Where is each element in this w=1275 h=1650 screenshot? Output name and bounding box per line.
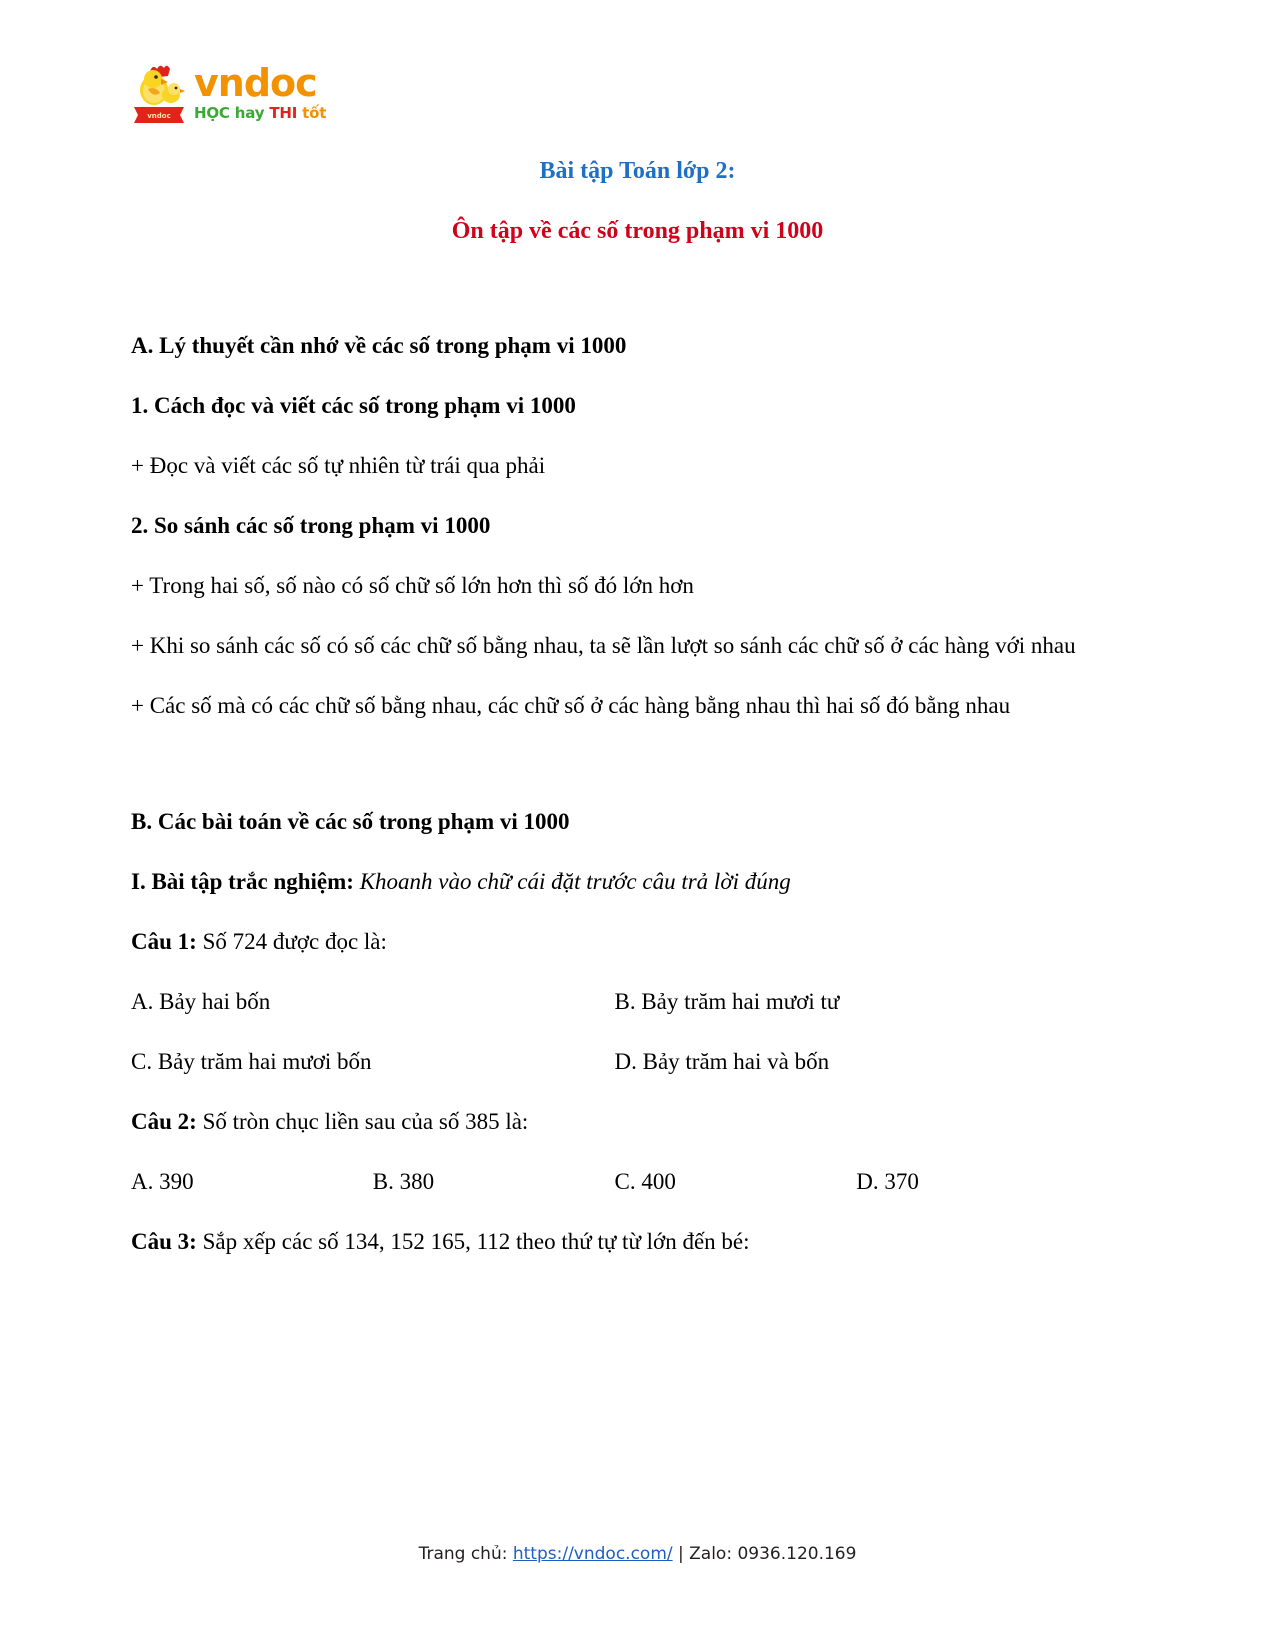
- tagline-hoc: HỌC: [194, 104, 230, 122]
- tagline-thi: THI: [269, 104, 298, 122]
- question-1-option-d[interactable]: D. Bảy trăm hai và bốn: [614, 1049, 830, 1074]
- question-1-text: Số 724 được đọc là:: [202, 929, 387, 954]
- question-1-options-row-2: [131, 1041, 1098, 1083]
- tagline-hay: hay: [234, 104, 265, 122]
- question-3-text: Sắp xếp các số 134, 152 165, 112 theo thứ tự từ lớn đến bé:: [202, 1229, 750, 1254]
- question-2-options-row: [131, 1161, 1098, 1203]
- section-a2-heading: 2. So sánh các số trong phạm vi 1000: [131, 513, 491, 538]
- question-1-option-b[interactable]: B. Bảy trăm hai mươi tư: [614, 989, 840, 1014]
- document-title-line1: Bài tập Toán lớp 2:: [539, 158, 736, 184]
- question-1-option-a[interactable]: A. Bảy hai bốn: [131, 989, 271, 1014]
- section-a1-heading: 1. Cách đọc và viết các số trong phạm vi 1000: [131, 393, 576, 418]
- part-i-label: I. Bài tập trắc nghiệm:: [131, 869, 354, 894]
- question-2-option-d[interactable]: D. 370: [856, 1169, 919, 1194]
- footer-suffix: | Zalo: 0936.120.169: [672, 1544, 857, 1564]
- question-2-option-a[interactable]: A. 390: [131, 1169, 194, 1194]
- logo-tagline: [194, 104, 326, 122]
- question-3-line: [131, 1221, 1098, 1263]
- footer-homepage-link[interactable]: https://vndoc.com/: [512, 1544, 673, 1564]
- document-body: [131, 325, 1098, 1281]
- section-spacer: [131, 745, 1098, 801]
- section-a2-item-2: + Khi so sánh các số có số các chữ số bằng nhau, ta sẽ lần lượt so sánh các chữ số ở các hàng với nhau: [131, 633, 1076, 658]
- part-i-instruction: Khoanh vào chữ cái đặt trước câu trả lời đúng: [359, 869, 791, 894]
- question-2-option-b[interactable]: B. 380: [372, 1169, 435, 1194]
- document-title-line2: Ôn tập về các số trong phạm vi 1000: [451, 218, 824, 244]
- footer-prefix: Trang chủ:: [418, 1544, 513, 1564]
- part-i-line: [131, 861, 1098, 903]
- question-2-line: [131, 1101, 1098, 1143]
- question-1-options-row-1: [131, 981, 1098, 1023]
- question-2-text: Số tròn chục liền sau của số 385 là:: [202, 1109, 529, 1134]
- question-1-label: Câu 1:: [131, 929, 197, 954]
- page-footer: [0, 1544, 1275, 1564]
- tagline-tot: tốt: [302, 104, 327, 122]
- section-a-heading: A. Lý thuyết cần nhớ về các số trong phạm vi 1000: [131, 333, 627, 358]
- question-2-label: Câu 2:: [131, 1109, 197, 1134]
- vndoc-logo[interactable]: [130, 62, 326, 128]
- logo-wordmark: vndoc: [194, 61, 317, 105]
- question-3-label: Câu 3:: [131, 1229, 197, 1254]
- section-a1-item-1: + Đọc và viết các số tự nhiên từ trái qua phải: [131, 453, 546, 478]
- section-a2-item-3: + Các số mà có các chữ số bằng nhau, các chữ số ở các hàng bằng nhau thì hai số đó bằng nhau: [131, 693, 1011, 718]
- question-1-line: [131, 921, 1098, 963]
- question-2-option-c[interactable]: C. 400: [614, 1169, 676, 1194]
- section-a2-item-1: + Trong hai số, số nào có số chữ số lớn hơn thì số đó lớn hơn: [131, 573, 694, 598]
- svg-text:vndoc: vndoc: [147, 112, 171, 120]
- section-b-heading: B. Các bài toán về các số trong phạm vi 1000: [131, 809, 570, 834]
- logo-text: [194, 62, 326, 122]
- question-1-option-c[interactable]: C. Bảy trăm hai mươi bốn: [131, 1049, 372, 1074]
- chick-mascot-icon: [130, 62, 188, 124]
